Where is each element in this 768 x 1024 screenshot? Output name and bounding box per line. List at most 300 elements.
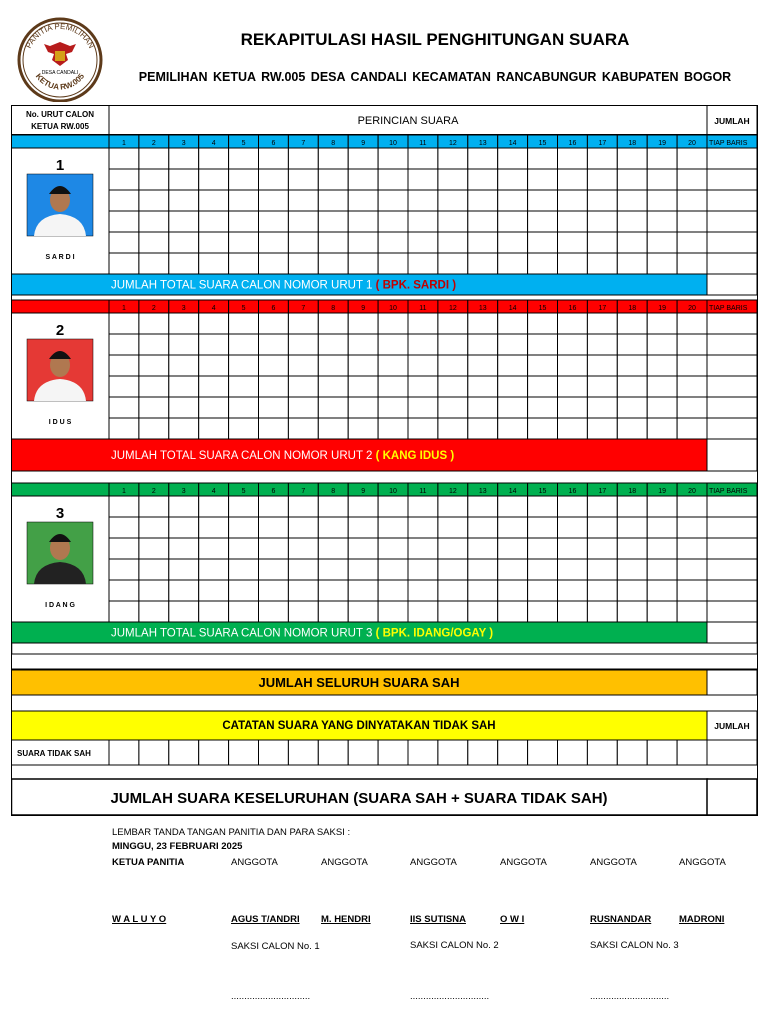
tally-cell [378, 538, 408, 559]
tally-cell [109, 148, 139, 169]
row-sum-cell [707, 334, 757, 355]
column-number: 12 [448, 140, 457, 147]
column-number: 2 [151, 305, 156, 312]
invalid-tally-cell [199, 740, 229, 765]
tally-cell [528, 601, 558, 622]
tally-cell [139, 580, 169, 601]
tally-cell [199, 190, 229, 211]
tally-cell [318, 418, 348, 439]
column-number: 10 [389, 488, 397, 495]
tally-cell [288, 601, 318, 622]
invalid-tally-cell [109, 740, 139, 765]
tally-cell [558, 355, 588, 376]
tally-cell [677, 397, 707, 418]
tally-cell [438, 376, 468, 397]
tally-cell [229, 253, 259, 274]
tally-cell [528, 355, 558, 376]
tally-cell [677, 232, 707, 253]
tally-cell [647, 253, 677, 274]
tally-cell [647, 601, 677, 622]
tally-cell [139, 376, 169, 397]
tally-cell [587, 355, 617, 376]
column-number: 20 [688, 140, 696, 147]
tally-cell [528, 517, 558, 538]
tally-cell [587, 601, 617, 622]
column-number: 18 [628, 488, 637, 495]
tally-cell [318, 376, 348, 397]
candidate-header-label: No. URUT CALON [26, 110, 94, 119]
tally-cell [587, 190, 617, 211]
tally-cell [318, 559, 348, 580]
candidate-total-name: ( BPK. SARDI ) [375, 279, 457, 292]
member-label: ANGGOTA [590, 857, 637, 868]
tally-cell [139, 334, 169, 355]
tally-cell [139, 601, 169, 622]
tally-cell [438, 313, 468, 334]
tally-cell [139, 232, 169, 253]
column-number: 17 [598, 140, 607, 147]
tally-cell [348, 538, 378, 559]
tally-cell [199, 601, 229, 622]
column-number: 3 [181, 488, 186, 495]
tally-cell [647, 190, 677, 211]
tally-cell [438, 559, 468, 580]
tally-cell [378, 190, 408, 211]
tally-cell [378, 253, 408, 274]
tally-cell [199, 517, 229, 538]
tally-cell [259, 253, 289, 274]
tally-cell [468, 355, 498, 376]
tally-cell [647, 580, 677, 601]
tally-cell [617, 496, 647, 517]
row-sum-cell [707, 538, 757, 559]
column-number: 9 [361, 488, 366, 495]
tally-cell [109, 232, 139, 253]
tally-cell [528, 169, 558, 190]
tally-cell [617, 397, 647, 418]
tally-cell [109, 397, 139, 418]
detail-header-label: PERINCIAN SUARA [357, 115, 459, 127]
column-number: 8 [331, 488, 336, 495]
tally-cell [468, 211, 498, 232]
tally-cell [259, 538, 289, 559]
tally-cell [139, 190, 169, 211]
invalid-tally-cell [348, 740, 378, 765]
tally-cell [199, 148, 229, 169]
tally-cell [378, 517, 408, 538]
tally-cell [438, 211, 468, 232]
tally-cell [288, 580, 318, 601]
tally-cell [318, 313, 348, 334]
tally-cell [647, 397, 677, 418]
tally-cell [229, 190, 259, 211]
spacer-row [12, 695, 758, 711]
witness-label: SAKSI CALON No. 1 [231, 941, 320, 952]
tally-cell [318, 496, 348, 517]
tally-cell [109, 517, 139, 538]
tally-cell [348, 334, 378, 355]
tally-cell [318, 253, 348, 274]
tally-cell [229, 517, 259, 538]
signer-name: RUSNANDAR [590, 914, 652, 925]
tally-cell [647, 418, 677, 439]
tally-cell [259, 580, 289, 601]
tally-cell [109, 313, 139, 334]
tally-cell [438, 397, 468, 418]
tally-cell [587, 496, 617, 517]
tally-cell [169, 376, 199, 397]
tally-cell [199, 313, 229, 334]
tally-cell [438, 355, 468, 376]
tally-cell [587, 397, 617, 418]
row-sum-cell [707, 376, 757, 397]
member-label: ANGGOTA [321, 857, 368, 868]
column-number: 13 [478, 488, 487, 495]
tally-cell [647, 517, 677, 538]
tally-cell [109, 580, 139, 601]
tally-cell [438, 418, 468, 439]
tally-cell [199, 418, 229, 439]
tally-cell [199, 232, 229, 253]
tally-cell [378, 496, 408, 517]
tally-cell [558, 148, 588, 169]
tally-cell [169, 334, 199, 355]
tally-cell [438, 253, 468, 274]
column-number: 16 [568, 488, 577, 495]
tally-cell [498, 601, 528, 622]
tally-cell [558, 169, 588, 190]
candidate-total-text: JUMLAH TOTAL SUARA CALON NOMOR URUT 1 [111, 279, 376, 292]
column-number: 17 [598, 305, 607, 312]
candidate-total-label [111, 280, 456, 292]
tally-cell [259, 232, 289, 253]
tally-cell [587, 580, 617, 601]
tally-cell [259, 313, 289, 334]
column-number: 18 [628, 140, 637, 147]
witness-signature-line[interactable]: .............................. [231, 991, 311, 1002]
tally-cell [259, 190, 289, 211]
tally-cell [169, 580, 199, 601]
tally-cell [498, 397, 528, 418]
column-number: 20 [688, 305, 696, 312]
tally-cell [169, 559, 199, 580]
column-number: 13 [478, 305, 487, 312]
signer-name: O W I [500, 914, 525, 925]
member-label: ANGGOTA [231, 857, 278, 868]
candidate-total-value [707, 439, 757, 471]
tally-cell [438, 496, 468, 517]
column-number: 1 [121, 488, 126, 495]
row-sum-cell [707, 148, 757, 169]
tally-cell [528, 559, 558, 580]
member-label: ANGGOTA [500, 857, 547, 868]
invalid-tally-cell [288, 740, 318, 765]
tally-cell [348, 559, 378, 580]
tally-cell [378, 334, 408, 355]
tally-cell [468, 148, 498, 169]
column-number-strip [12, 483, 110, 496]
tally-cell [229, 496, 259, 517]
row-sum-cell [707, 169, 757, 190]
tally-cell [558, 190, 588, 211]
tally-cell [528, 334, 558, 355]
tally-cell [288, 496, 318, 517]
tally-cell [647, 355, 677, 376]
tally-cell [558, 334, 588, 355]
row-sum-header-label: TIAP BARIS [709, 140, 748, 147]
tally-cell [229, 559, 259, 580]
tally-cell [229, 334, 259, 355]
row-sum-cell [707, 559, 757, 580]
tally-cell [199, 211, 229, 232]
tally-cell [408, 253, 438, 274]
tally-cell [348, 148, 378, 169]
tally-cell [229, 355, 259, 376]
tally-cell [259, 559, 289, 580]
row-sum-cell [707, 355, 757, 376]
tally-cell [139, 253, 169, 274]
tally-cell [229, 313, 259, 334]
tally-cell [408, 580, 438, 601]
tally-cell [378, 601, 408, 622]
invalid-sum-header-label: JUMLAH [714, 721, 750, 731]
section-spacer [12, 295, 758, 300]
tally-cell [438, 190, 468, 211]
tally-cell [408, 559, 438, 580]
tally-cell [288, 397, 318, 418]
tally-cell [677, 148, 707, 169]
tally-cell [528, 190, 558, 211]
tally-cell [318, 580, 348, 601]
tally-cell [318, 334, 348, 355]
tally-cell [348, 169, 378, 190]
tally-cell [468, 334, 498, 355]
tally-cell [677, 313, 707, 334]
tally-cell [139, 313, 169, 334]
tally-cell [617, 169, 647, 190]
tally-cell [468, 313, 498, 334]
tally-cell [408, 397, 438, 418]
tally-cell [259, 601, 289, 622]
tally-cell [348, 190, 378, 211]
tally-cell [438, 538, 468, 559]
column-number: 6 [271, 305, 276, 312]
tally-cell [617, 334, 647, 355]
tally-cell [587, 334, 617, 355]
tally-cell [528, 232, 558, 253]
tally-cell [259, 334, 289, 355]
tally-cell [408, 232, 438, 253]
tally-cell [139, 418, 169, 439]
row-sum-cell [707, 190, 757, 211]
tally-cell [109, 253, 139, 274]
tally-cell [139, 559, 169, 580]
tally-cell [348, 418, 378, 439]
tally-cell [139, 517, 169, 538]
tally-cell [348, 601, 378, 622]
tally-cell [617, 232, 647, 253]
tally-cell [677, 211, 707, 232]
tally-cell [169, 190, 199, 211]
tally-cell [498, 334, 528, 355]
tally-cell [318, 190, 348, 211]
tally-cell [468, 169, 498, 190]
witness-signature-line[interactable]: .............................. [410, 991, 490, 1002]
candidate-total-value [707, 274, 757, 295]
logo-top-text: PANITIA PEMILIHAN [24, 21, 96, 50]
tally-cell [229, 397, 259, 418]
column-number: 20 [688, 488, 696, 495]
tally-cell [229, 211, 259, 232]
tally-cell [318, 601, 348, 622]
tally-cell [677, 517, 707, 538]
tally-cell [587, 232, 617, 253]
tally-cell [169, 418, 199, 439]
invalid-tally-cell [558, 740, 588, 765]
column-number: 4 [211, 305, 216, 312]
tally-cell [348, 580, 378, 601]
column-number: 8 [331, 140, 336, 147]
tally-cell [229, 232, 259, 253]
tally-cell [498, 253, 528, 274]
tally-cell [288, 211, 318, 232]
row-sum-cell [707, 211, 757, 232]
tally-cell [558, 232, 588, 253]
tally-cell [199, 580, 229, 601]
tally-cell [229, 148, 259, 169]
column-number: 7 [301, 305, 306, 312]
column-number: 11 [419, 140, 427, 147]
tally-cell [558, 211, 588, 232]
tally-cell [677, 355, 707, 376]
valid-total-value [707, 670, 757, 695]
signer-name: IIS SUTISNA [410, 914, 466, 925]
tally-cell [229, 580, 259, 601]
tally-cell [109, 601, 139, 622]
tally-cell [109, 418, 139, 439]
witness-signature-line[interactable]: .............................. [590, 991, 670, 1002]
tally-cell [378, 418, 408, 439]
invalid-row-label: SUARA TIDAK SAH [17, 749, 91, 758]
tally-cell [169, 601, 199, 622]
column-number: 3 [181, 305, 186, 312]
tally-cell [587, 559, 617, 580]
column-number: 4 [211, 488, 216, 495]
column-number: 10 [389, 140, 397, 147]
tally-cell [378, 355, 408, 376]
tally-cell [587, 211, 617, 232]
row-sum-cell [707, 418, 757, 439]
tally-cell [259, 397, 289, 418]
column-number-strip [12, 300, 110, 313]
tally-cell [438, 169, 468, 190]
tally-cell [647, 313, 677, 334]
tally-cell [677, 559, 707, 580]
column-number: 11 [419, 305, 427, 312]
tally-cell [229, 538, 259, 559]
tally-cell [528, 496, 558, 517]
tally-cell [498, 580, 528, 601]
tally-cell [468, 517, 498, 538]
tally-cell [378, 148, 408, 169]
invalid-tally-cell [408, 740, 438, 765]
tally-cell [647, 148, 677, 169]
tally-cell [647, 169, 677, 190]
tally-cell [587, 313, 617, 334]
invalid-tally-cell [528, 740, 558, 765]
tally-cell [617, 517, 647, 538]
tally-cell [587, 148, 617, 169]
tally-cell [348, 355, 378, 376]
witness-label: SAKSI CALON No. 3 [590, 940, 679, 951]
tally-cell [438, 232, 468, 253]
column-number: 15 [538, 140, 547, 147]
signer-name: M. HENDRI [321, 914, 371, 925]
witness-label: SAKSI CALON No. 2 [410, 940, 499, 951]
tally-cell [408, 418, 438, 439]
column-number: 19 [658, 488, 667, 495]
tally-cell [438, 601, 468, 622]
candidate-number: 1 [55, 157, 65, 174]
tally-cell [468, 232, 498, 253]
tally-cell [378, 211, 408, 232]
chair-label: KETUA PANITIA [112, 857, 185, 868]
invalid-tally-cell [617, 740, 647, 765]
tally-cell [408, 313, 438, 334]
tally-cell [169, 232, 199, 253]
tally-cell [139, 397, 169, 418]
spacer-row [12, 765, 758, 779]
tally-cell [468, 559, 498, 580]
tally-cell [199, 397, 229, 418]
column-number: 1 [121, 305, 126, 312]
tally-cell [558, 517, 588, 538]
tally-cell [199, 334, 229, 355]
column-number: 19 [658, 140, 667, 147]
tally-cell [229, 418, 259, 439]
tally-cell [139, 355, 169, 376]
tally-cell [468, 397, 498, 418]
tally-cell [528, 376, 558, 397]
signer-name: MADRONI [679, 914, 725, 925]
tally-cell [348, 313, 378, 334]
tally-cell [288, 355, 318, 376]
column-number: 4 [211, 140, 216, 147]
tally-cell [199, 169, 229, 190]
invalid-tally-cell [259, 740, 289, 765]
candidate-name: I D A N G [45, 602, 75, 609]
tally-cell [229, 601, 259, 622]
tally-cell [438, 334, 468, 355]
vote-recap-table [11, 105, 758, 816]
row-sum-header-label: TIAP BARIS [709, 305, 748, 312]
column-number: 9 [361, 140, 366, 147]
candidate-total-name: ( BPK. IDANG/OGAY ) [375, 627, 494, 640]
invalid-tally-cell [169, 740, 199, 765]
tally-cell [288, 559, 318, 580]
tally-cell [169, 517, 199, 538]
tally-cell [169, 496, 199, 517]
tally-cell [288, 313, 318, 334]
tally-cell [677, 334, 707, 355]
column-number: 19 [658, 305, 667, 312]
grand-total-label: JUMLAH SUARA KESELURUHAN (SUARA SAH + SUARA TIDAK SAH) [110, 790, 608, 807]
column-number: 9 [361, 305, 366, 312]
column-number: 6 [271, 140, 276, 147]
tally-cell [558, 496, 588, 517]
tally-cell [318, 211, 348, 232]
tally-cell [378, 169, 408, 190]
